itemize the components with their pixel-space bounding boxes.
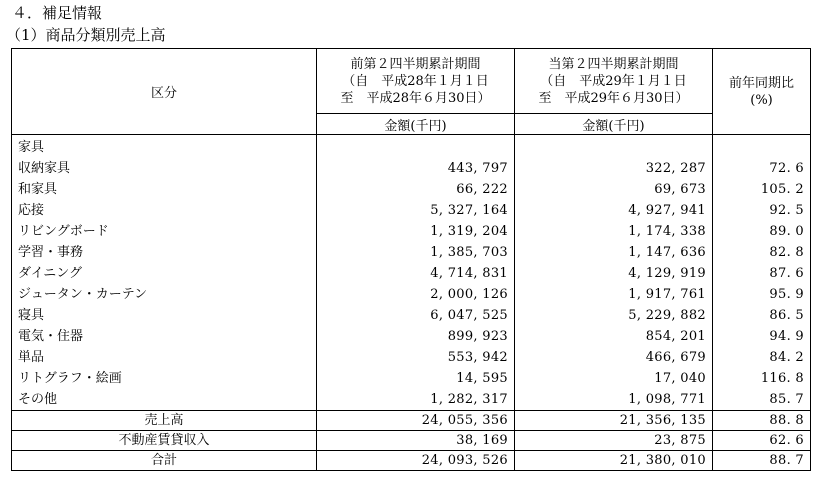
row-yoy-ratio: 85. 7 <box>713 389 811 411</box>
row-prev-amount: 4, 714, 831 <box>317 263 515 284</box>
row-name: 学習・事務 <box>12 242 317 263</box>
table-row <box>12 347 811 368</box>
table-row <box>12 263 811 284</box>
row-prev-amount: 5, 327, 164 <box>317 200 515 221</box>
header-yoy-line2: (%) <box>750 92 773 108</box>
row-yoy-ratio: 89. 0 <box>713 221 811 242</box>
row-name: リトグラフ・絵画 <box>12 368 317 389</box>
row-name: 寝具 <box>12 305 317 326</box>
total-curr-amount: 21, 380, 010 <box>515 451 713 471</box>
row-curr-amount: 5, 229, 882 <box>515 305 713 326</box>
table-row <box>12 389 811 411</box>
row-curr-amount: 1, 174, 338 <box>515 221 713 242</box>
header-yoy-line1: 前年同期比 <box>728 75 794 91</box>
row-name: ダイニング <box>12 263 317 284</box>
header-prev-period-line2: （自 平成28年１月１日 <box>342 73 489 89</box>
table-row <box>12 179 811 200</box>
subsection-title: （1）商品分類別売上高 <box>6 26 166 44</box>
row-curr-amount: 69, 673 <box>515 179 713 200</box>
row-curr-amount: 466, 679 <box>515 347 713 368</box>
header-yoy <box>713 49 811 135</box>
header-curr-period-line2: （自 平成29年１月１日 <box>540 73 687 89</box>
row-yoy-ratio: 105. 2 <box>713 179 811 200</box>
header-amount-unit-prev: 金額(千円) <box>317 114 515 135</box>
row-yoy-ratio: 92. 5 <box>713 200 811 221</box>
row-prev-amount: 1, 319, 204 <box>317 221 515 242</box>
section-title: ４．補足情報 <box>12 4 103 22</box>
table-row <box>12 284 811 305</box>
row-yoy-ratio: 95. 9 <box>713 284 811 305</box>
table-row <box>12 221 811 242</box>
total-row-name: 合計 <box>12 451 317 471</box>
total-prev-amount: 38, 169 <box>317 431 515 451</box>
row-curr-amount: 17, 040 <box>515 368 713 389</box>
table-row <box>12 158 811 179</box>
row-prev-amount: 553, 942 <box>317 347 515 368</box>
row-curr-amount: 322, 287 <box>515 158 713 179</box>
total-prev-amount: 24, 093, 526 <box>317 451 515 471</box>
table-row <box>12 368 811 389</box>
row-yoy-ratio: 86. 5 <box>713 305 811 326</box>
row-yoy-ratio: 84. 2 <box>713 347 811 368</box>
row-curr-amount: 1, 098, 771 <box>515 389 713 411</box>
total-row-sales <box>12 411 811 431</box>
row-yoy-ratio: 72. 6 <box>713 158 811 179</box>
row-name: その他 <box>12 389 317 411</box>
sales-by-category-table <box>11 48 811 471</box>
total-yoy-ratio: 62. 6 <box>713 431 811 451</box>
total-row-name: 不動産賃貸収入 <box>12 431 317 451</box>
total-row-rental-income <box>12 431 811 451</box>
header-prev-period-line1: 前第２四半期累計期間 <box>350 56 481 72</box>
header-prev-period <box>317 49 515 114</box>
header-curr-period-line3: 至 平成29年６月30日） <box>538 90 689 106</box>
row-name: 応接 <box>12 200 317 221</box>
header-curr-period <box>515 49 713 114</box>
header-category: 区分 <box>12 49 317 135</box>
row-name: 単品 <box>12 347 317 368</box>
row-prev-amount: 14, 595 <box>317 368 515 389</box>
table-row <box>12 326 811 347</box>
row-prev-amount: 2, 000, 126 <box>317 284 515 305</box>
row-name: 収納家具 <box>12 158 317 179</box>
row-curr-amount: 854, 201 <box>515 326 713 347</box>
header-prev-period-line3: 至 平成28年６月30日） <box>340 90 491 106</box>
header-amount-unit-curr: 金額(千円) <box>515 114 713 135</box>
row-curr-amount: 1, 917, 761 <box>515 284 713 305</box>
row-prev-amount: 66, 222 <box>317 179 515 200</box>
row-name: ジュータン・カーテン <box>12 284 317 305</box>
row-yoy-ratio: 82. 8 <box>713 242 811 263</box>
group-label: 家具 <box>12 135 317 159</box>
row-yoy-ratio: 87. 6 <box>713 263 811 284</box>
row-prev-amount: 1, 385, 703 <box>317 242 515 263</box>
table-row <box>12 305 811 326</box>
row-curr-amount: 4, 129, 919 <box>515 263 713 284</box>
items-body <box>12 135 811 411</box>
total-row-grand-total <box>12 451 811 471</box>
total-yoy-ratio: 88. 7 <box>713 451 811 471</box>
row-name: 和家具 <box>12 179 317 200</box>
total-curr-amount: 23, 875 <box>515 431 713 451</box>
row-curr-amount: 1, 147, 636 <box>515 242 713 263</box>
total-curr-amount: 21, 356, 135 <box>515 411 713 431</box>
total-yoy-ratio: 88. 8 <box>713 411 811 431</box>
row-yoy-ratio: 116. 8 <box>713 368 811 389</box>
row-prev-amount: 6, 047, 525 <box>317 305 515 326</box>
row-name: 電気・住器 <box>12 326 317 347</box>
table-row <box>12 200 811 221</box>
total-row-name: 売上高 <box>12 411 317 431</box>
row-name: リビングボード <box>12 221 317 242</box>
group-row <box>12 135 811 159</box>
row-yoy-ratio: 94. 9 <box>713 326 811 347</box>
row-prev-amount: 443, 797 <box>317 158 515 179</box>
table-row <box>12 242 811 263</box>
totals-body <box>12 411 811 471</box>
row-curr-amount: 4, 927, 941 <box>515 200 713 221</box>
row-prev-amount: 899, 923 <box>317 326 515 347</box>
row-prev-amount: 1, 282, 317 <box>317 389 515 411</box>
header-curr-period-line1: 当第２四半期累計期間 <box>548 56 679 72</box>
total-prev-amount: 24, 055, 356 <box>317 411 515 431</box>
